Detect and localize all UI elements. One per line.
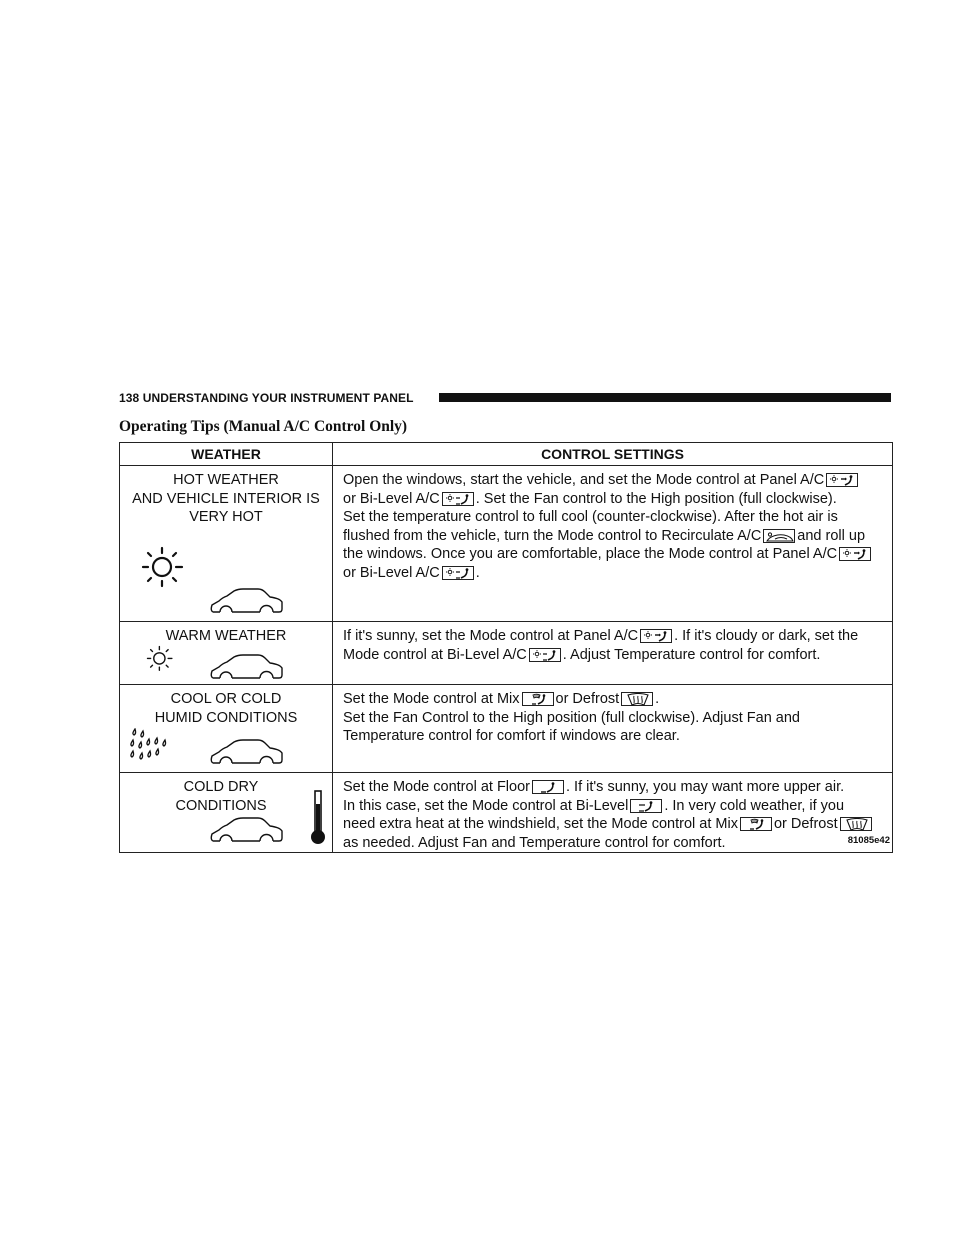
setting-text: . — [655, 691, 660, 707]
table-row — [120, 685, 893, 773]
setting-text: . If it's cloudy or dark, set the — [674, 628, 859, 644]
panel-ac-icon — [839, 547, 871, 561]
mix-icon — [740, 817, 772, 831]
setting-text: . Set the Fan control to the High position (full clockwise). — [475, 490, 837, 507]
bilevel-ac-icon — [442, 492, 474, 506]
setting-text: or Defrost — [555, 691, 620, 707]
table-row — [120, 622, 893, 685]
setting-text: In this case, set the Mode control at Bi-Level — [343, 797, 629, 814]
operating-tips-table — [119, 442, 893, 853]
car-icon — [210, 816, 284, 844]
weather-line: HOT WEATHER — [173, 472, 279, 488]
setting-text: or Defrost — [773, 816, 838, 832]
settings-cell-humid — [333, 685, 893, 773]
table-header-row — [120, 443, 893, 466]
setting-text: Set the Fan Control to the High position (full clockwise). Adjust Fan and — [343, 709, 800, 726]
weather-cell-hot — [120, 466, 333, 622]
car-icon — [210, 653, 284, 681]
car-icon — [210, 587, 284, 615]
setting-text: the windows. Once you are comfortable, place the Mode control at Panel A/C — [343, 546, 838, 562]
settings-cell-hot — [333, 466, 893, 622]
weather-line: WARM WEATHER — [165, 628, 287, 644]
setting-text: need extra heat at the windshield, set the Mode control at Mix — [343, 816, 738, 832]
setting-text: Set the temperature control to full cool (counter-clockwise). After the hot air is — [343, 509, 838, 525]
section-title: Operating Tips (Manual A/C Control Only) — [119, 418, 408, 435]
defrost-icon — [840, 817, 872, 831]
header-rule — [439, 393, 891, 402]
setting-text: . In very cold weather, if you — [664, 797, 845, 814]
setting-text: or Bi-Level A/C — [343, 490, 440, 507]
setting-text: Mode control at Bi-Level A/C — [343, 646, 527, 663]
mix-icon — [522, 692, 554, 706]
setting-text: . If it's sunny, you may want more upper air. — [566, 779, 845, 795]
settings-column-header: CONTROL SETTINGS — [333, 443, 893, 466]
table-row — [120, 466, 893, 622]
settings-cell-cold-dry — [333, 773, 893, 853]
table-row — [120, 773, 893, 853]
setting-text: and roll up — [797, 527, 866, 544]
page-number-and-section: 138 UNDERSTANDING YOUR INSTRUMENT PANEL — [119, 391, 414, 405]
thermometer-icon — [309, 790, 327, 846]
weather-cell-cold-dry — [120, 773, 333, 853]
weather-line: VERY HOT — [189, 509, 263, 525]
weather-line: COOL OR COLD — [170, 691, 282, 707]
weather-line: COLD DRY — [183, 779, 259, 795]
weather-column-header: WEATHER — [120, 443, 333, 466]
setting-text: flushed from the vehicle, turn the Mode control to Recirculate A/C — [343, 527, 762, 544]
setting-text: Temperature control for comfort if windows are clear. — [343, 728, 680, 744]
setting-text: Set the Mode control at Mix — [343, 691, 520, 707]
setting-text: as needed. Adjust Fan and Temperature control for comfort. — [343, 834, 726, 851]
weather-line: CONDITIONS — [175, 797, 267, 814]
weather-cell-humid — [120, 685, 333, 773]
defrost-icon — [621, 692, 653, 706]
settings-cell-warm — [333, 622, 893, 685]
weather-line: HUMID CONDITIONS — [154, 709, 298, 726]
setting-text: If it's sunny, set the Mode control at Panel A/C — [343, 628, 639, 644]
sun-icon — [145, 645, 175, 673]
bilevel-ac-icon — [442, 566, 474, 580]
recirculate-ac-icon — [763, 529, 795, 543]
page-header — [119, 388, 891, 408]
figure-code: 81085e42 — [847, 834, 890, 846]
raindrops-icon — [129, 728, 177, 768]
weather-cell-warm — [120, 622, 333, 685]
setting-text: Open the windows, start the vehicle, and set the Mode control at Panel A/C — [343, 472, 825, 488]
bilevel-ac-icon — [529, 648, 561, 662]
weather-line: AND VEHICLE INTERIOR IS — [132, 490, 320, 507]
setting-text: . — [475, 564, 480, 581]
sun-icon — [139, 546, 187, 590]
bilevel-icon — [630, 799, 662, 813]
car-icon — [210, 738, 284, 766]
setting-text: Set the Mode control at Floor — [343, 779, 530, 795]
panel-ac-icon — [640, 629, 672, 643]
setting-text: or Bi-Level A/C — [343, 564, 440, 581]
panel-ac-icon — [826, 473, 858, 487]
floor-icon — [532, 780, 564, 794]
setting-text: . Adjust Temperature control for comfort. — [562, 646, 821, 663]
